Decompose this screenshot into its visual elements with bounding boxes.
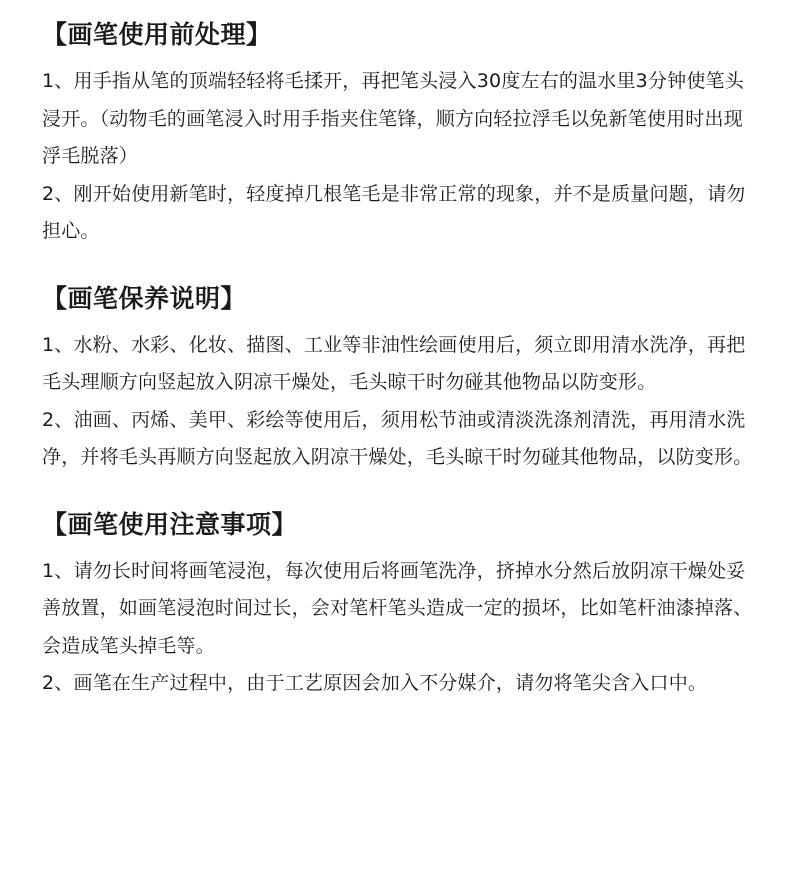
paragraph-item: 1、用手指从笔的顶端轻轻将毛揉开，再把笔头浸入30度左右的温水里3分钟使笔头浸开。（动物毛的画笔浸入时用手指夹住笔锋，顺方向轻拉浮毛以免新笔使用时出现浮毛脱落） [42,70,744,167]
paragraph-item: 1、水粉、水彩、化妆、描图、工业等非油性绘画使用后，须立即用清水洗净，再把毛头理顺方向竖起放入阴凉干燥处，毛头晾干时勿碰其他物品以防变形。 [42,333,746,393]
section-heading: 【画笔保养说明】 [42,283,247,313]
paragraph-item: 2、刚开始使用新笔时，轻度掉几根笔毛是非常正常的现象，并不是质量问题，请勿担心。 [42,182,746,242]
section-pre-use [42,17,754,251]
section-heading: 【画笔使用前处理】 [42,20,272,49]
paragraph-item: 1、请勿长时间将画笔浸泡，每次使用后将画笔洗净，挤掉水分然后放阴凉干燥处妥善放置，如画笔浸泡时间过长，会对笔杆笔头造成一定的损坏，比如笔杆油漆掉落、会造成笔头掉毛等。 [42,559,753,657]
section-maintenance [42,281,754,477]
paragraph-item: 2、油画、丙烯、美甲、彩绘等使用后，须用松节油或清淡洗涤剂清洗，再用清水洗净，并将毛头再顺方向竖起放入阴凉干燥处，毛头晾干时勿碰其他物品，以防变形。 [42,408,753,468]
paragraph-item: 2、画笔在生产过程中，由于工艺原因会加入不分媒介，请勿将笔尖含入口中。 [42,672,708,694]
section-precautions [42,507,754,703]
section-heading: 【画笔使用注意事项】 [42,509,298,539]
